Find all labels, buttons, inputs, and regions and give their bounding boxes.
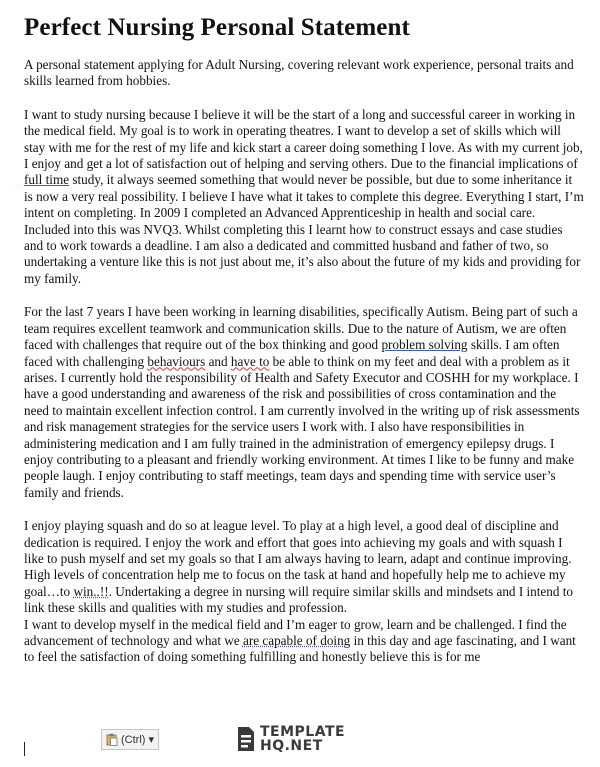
grammar-flag: win..!! (73, 583, 109, 599)
underlined-phrase: problem solving (381, 337, 468, 353)
watermark-line-1: TEMPLATE (260, 724, 346, 740)
paste-options-button[interactable] (101, 729, 159, 750)
paragraph-motivation: I want to study nursing because I believe it will be the start of a long and successful career in working in the medical field. My goal is to work in operating theatres. I want to develop a set of skills which will stay with me for the rest of my life and kick start a career doing something I love. As with my current job, I enjoy and get a lot of satisfaction out of helping and serving others. Due to the financial implications of full time study, it always seemed something that would never be possible, but due to some inheritance it is now a very real possibility. I believe I have what it takes to complete this degree. Everything I start, I’m intent on completing. In 2009 I completed an Advanced Apprenticeship in health and social care. Included into this was NVQ3. Whilst completing this I learnt how to construct essays and case studies and to work towards a deadline. I am also a dedicated and committed husband and father of two, so undertaking a venture like this is not just about me, it’s also about the future of my kids and providing for my family. (24, 106, 584, 286)
grammar-flag: have to (230, 353, 270, 369)
clipboard-icon (106, 733, 118, 746)
text-cursor (24, 742, 25, 756)
spelling-flag: behaviours (147, 353, 206, 369)
watermark-logo (236, 725, 345, 753)
document-icon (236, 725, 256, 753)
intro-paragraph: A personal statement applying for Adult Nursing, covering relevant work experience, personal traits and skills learned from hobbies. (24, 57, 574, 89)
document-title: Perfect Nursing Personal Statement (24, 14, 410, 41)
watermark-line-2: HQ.NET (260, 738, 323, 754)
paste-options-label: (Ctrl) (121, 733, 146, 746)
document-page (24, 14, 584, 666)
underlined-phrase: full time (24, 172, 70, 188)
paragraph-experience: For the last 7 years I have been working in learning disabilities, specifically Autism. Being part of such a team requires excellent teamwork and communication skills. Due to the nature of Autism, we are often faced with challenges that require out of the box thinking and good problem solving skills. I am often faced with challenging behaviours and have to be able to think on my feet and deal with a problem as it arises. I currently hold the responsibility of Health and Safety Executor and COSHH for my workplace. I have a good understanding and awareness of the risk and possibilities of cross contamination and the need to maintain excellent infection control. I am currently involved in the writing up of risk assessments and risk management strategies for the service users I work with. I also have responsibilities in administering medication and I am fully trained in the administration of emergency epilepsy drugs. I enjoy contributing to a pleasant and friendly working environment. At times I like to be funny and make people laugh. I enjoy contributing to staff meetings, team days and spending time with service user’s family and friends. (24, 304, 580, 500)
paragraph-conclusion: I want to develop myself in the medical field and I’m eager to grow, learn and be challenged. I find the advancement of technology and what we are capable of doing in this day and age fascinating, and I want to feel the satisfaction of doing something fulfilling and honestly believe this is for me (24, 616, 576, 665)
paragraph-hobbies: I enjoy playing squash and do so at league level. To play at a high level, a good deal of discipline and dedication is required. I enjoy the work and effort that goes into achieving my goals and with squash I like to push myself and set my goals so that I am always having to learn, adapt and continue improving. High levels of concentration help me to focus on the task at hand and hopefully help me to achieve my goal…to win..!!. Undertaking a degree in nursing will require similar skills and mindsets and I intend to link these skills and qualities with my studies and profession. (24, 518, 574, 616)
grammar-flag: are capable of doing (242, 633, 351, 648)
chevron-down-icon: ▾ (148, 734, 154, 746)
